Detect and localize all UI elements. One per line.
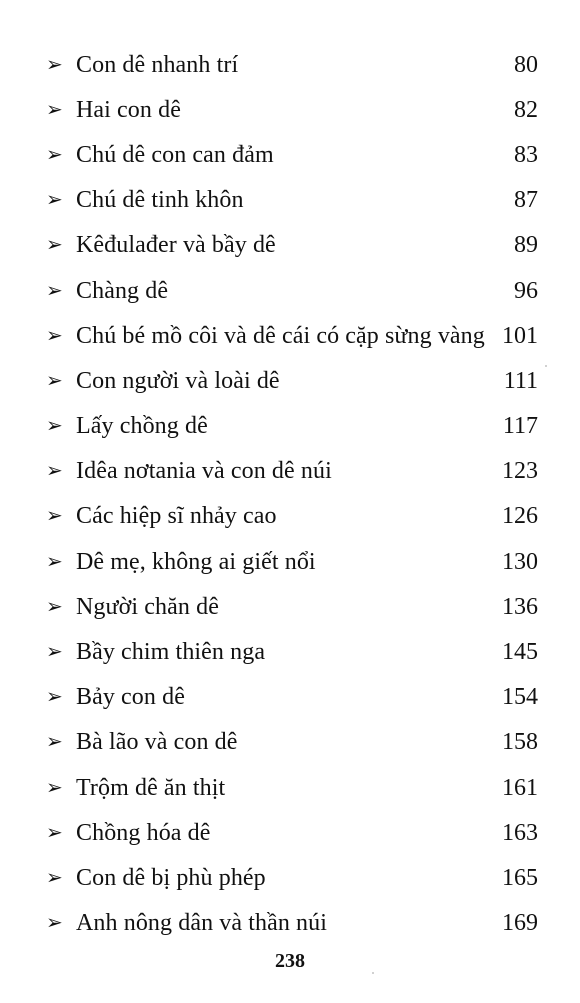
toc-entry-page: 145 [502, 639, 538, 666]
toc-entry [46, 87, 538, 132]
arrow-bullet-icon: ➢ [46, 458, 63, 483]
arrow-bullet-icon: ➢ [46, 729, 63, 754]
arrow-bullet-icon: ➢ [46, 864, 63, 889]
arrow-bullet-icon: ➢ [46, 774, 63, 799]
toc-entry-page: 154 [502, 684, 538, 711]
toc-entry-page: 111 [503, 367, 538, 394]
toc-entry-page: 158 [502, 729, 538, 756]
toc-entry-title: Bà lão và con dê [76, 729, 238, 756]
toc-entry-title: Chàng dê [76, 277, 169, 304]
toc-entry-page: 165 [502, 864, 538, 891]
toc-entry [46, 539, 538, 584]
toc-entry-title: Kêđulađer và bầy dê [76, 232, 276, 259]
toc-entry [46, 810, 538, 855]
toc-entry [46, 720, 538, 765]
toc-entry-page: 126 [502, 503, 538, 530]
arrow-bullet-icon: ➢ [46, 548, 63, 573]
toc-entry-page: 117 [502, 413, 538, 440]
arrow-bullet-icon: ➢ [46, 367, 63, 392]
toc-entry [46, 901, 538, 946]
toc-entry-page: 82 [514, 96, 538, 123]
toc-entry [46, 855, 538, 900]
toc-entry-page: 80 [514, 51, 538, 78]
toc-entry-title: Chú dê tinh khôn [76, 187, 244, 214]
toc-entry-page: 123 [502, 458, 538, 485]
toc-entry-page: 130 [502, 548, 538, 575]
toc-entry [46, 765, 538, 810]
toc-entry-title: Con dê nhanh trí [76, 51, 239, 78]
arrow-bullet-icon: ➢ [46, 639, 63, 664]
toc-entry-page: 161 [502, 774, 538, 801]
toc-entry [46, 494, 538, 539]
arrow-bullet-icon: ➢ [46, 96, 63, 121]
arrow-bullet-icon: ➢ [46, 503, 63, 528]
toc-entry-page: 96 [514, 277, 538, 304]
toc-entry [46, 584, 538, 629]
arrow-bullet-icon: ➢ [46, 187, 63, 212]
table-of-contents [46, 42, 538, 946]
arrow-bullet-icon: ➢ [46, 819, 63, 844]
toc-entry-title: Các hiệp sĩ nhảy cao [76, 503, 277, 530]
toc-entry-title: Hai con dê [76, 96, 181, 123]
toc-entry-page: 101 [502, 322, 538, 349]
toc-entry-title: Dê mẹ, không ai giết nổi [76, 548, 316, 575]
toc-entry-title: Con người và loài dê [76, 367, 280, 394]
arrow-bullet-icon: ➢ [46, 684, 63, 709]
toc-entry-title: Anh nông dân và thần núi [76, 910, 328, 937]
toc-entry [46, 358, 538, 403]
toc-entry [46, 313, 538, 358]
toc-entry-page: 136 [502, 593, 538, 620]
toc-entry [46, 178, 538, 223]
page-number: 238 [275, 950, 305, 972]
arrow-bullet-icon: ➢ [46, 910, 63, 935]
toc-entry-page: 89 [514, 232, 538, 259]
toc-entry [46, 268, 538, 313]
toc-entry [46, 42, 538, 87]
toc-entry [46, 404, 538, 449]
toc-entry-page: 169 [502, 910, 538, 937]
print-speck [545, 365, 547, 367]
toc-entry [46, 629, 538, 674]
toc-entry-page: 163 [502, 819, 538, 846]
arrow-bullet-icon: ➢ [46, 593, 63, 618]
toc-entry-title: Chú bé mồ côi và dê cái có cặp sừng vàng [76, 322, 485, 349]
toc-entry-title: Lấy chồng dê [76, 413, 208, 440]
toc-entry [46, 132, 538, 177]
toc-entry-title: Bầy chim thiên nga [76, 639, 266, 666]
toc-entry-page: 83 [514, 141, 538, 168]
toc-entry-page: 87 [514, 187, 538, 214]
arrow-bullet-icon: ➢ [46, 141, 63, 166]
print-speck [372, 972, 374, 974]
toc-entry-title: Con dê bị phù phép [76, 864, 266, 891]
arrow-bullet-icon: ➢ [46, 277, 63, 302]
toc-entry-title: Người chăn dê [76, 593, 219, 620]
toc-entry-title: Chồng hóa dê [76, 819, 211, 846]
toc-entry [46, 675, 538, 720]
toc-entry-title: Bảy con dê [76, 684, 185, 711]
toc-entry-title: Trộm dê ăn thịt [76, 774, 226, 801]
toc-entry-title: Idêa nơtania và con dê núi [76, 458, 332, 485]
toc-entry-title: Chú dê con can đảm [76, 141, 274, 168]
toc-entry [46, 223, 538, 268]
arrow-bullet-icon: ➢ [46, 413, 63, 438]
arrow-bullet-icon: ➢ [46, 322, 63, 347]
arrow-bullet-icon: ➢ [46, 232, 63, 257]
toc-entry [46, 449, 538, 494]
arrow-bullet-icon: ➢ [46, 51, 63, 76]
